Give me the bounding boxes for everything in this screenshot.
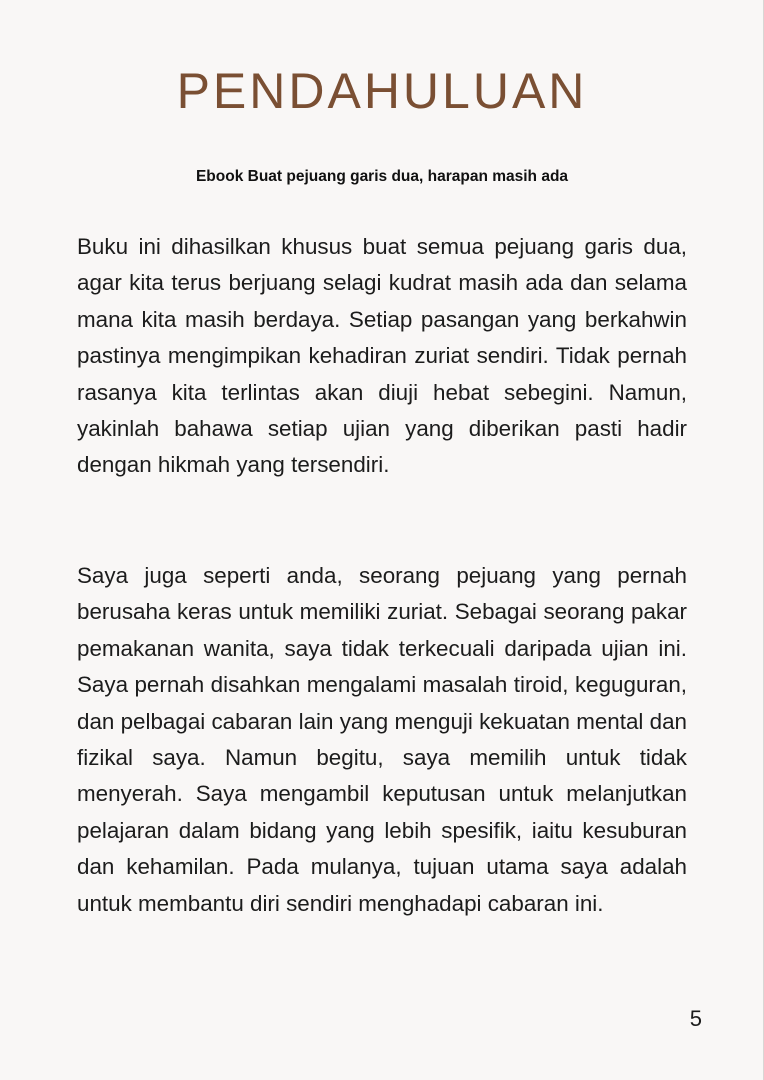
page-number: 5: [689, 1006, 702, 1031]
page-subtitle: Ebook Buat pejuang garis dua, harapan masih ada: [195, 168, 569, 185]
paragraph-1: Buku ini dihasilkan khusus buat semua pejuang garis dua, agar kita terus berjuang selagi kudrat masih ada dan selama mana kita masih berdaya. Setiap pasangan yang berkahwin pastinya mengimpikan kehadiran zuriat sendiri. Tidak pernah rasanya kita terlintas akan diuji hebat sebegini. Namun, yakinlah bahawa setiap ujian yang diberikan pasti hadir dengan hikmah yang tersendiri.: [77, 234, 687, 478]
paragraph-2: Saya juga seperti anda, seorang pejuang yang pernah berusaha keras untuk memiliki zuriat. Sebagai seorang pakar pemakanan wanita, saya tidak terkecuali daripada ujian ini. Saya pernah disahkan mengalami masalah tiroid, keguguran, dan pelbagai cabaran lain yang menguji kekuatan mental dan fizikal saya. Namun begitu, saya memilih untuk tidak menyerah. Saya mengambil keputusan untuk melanjutkan pelajaran dalam bidang yang lebih spesifik, iaitu kesuburan dan kehamilan. Pada mulanya, tujuan utama saya adalah untuk membantu diri sendiri menghadapi cabaran ini.: [77, 563, 687, 916]
page-title: PENDAHULUAN: [176, 63, 588, 119]
